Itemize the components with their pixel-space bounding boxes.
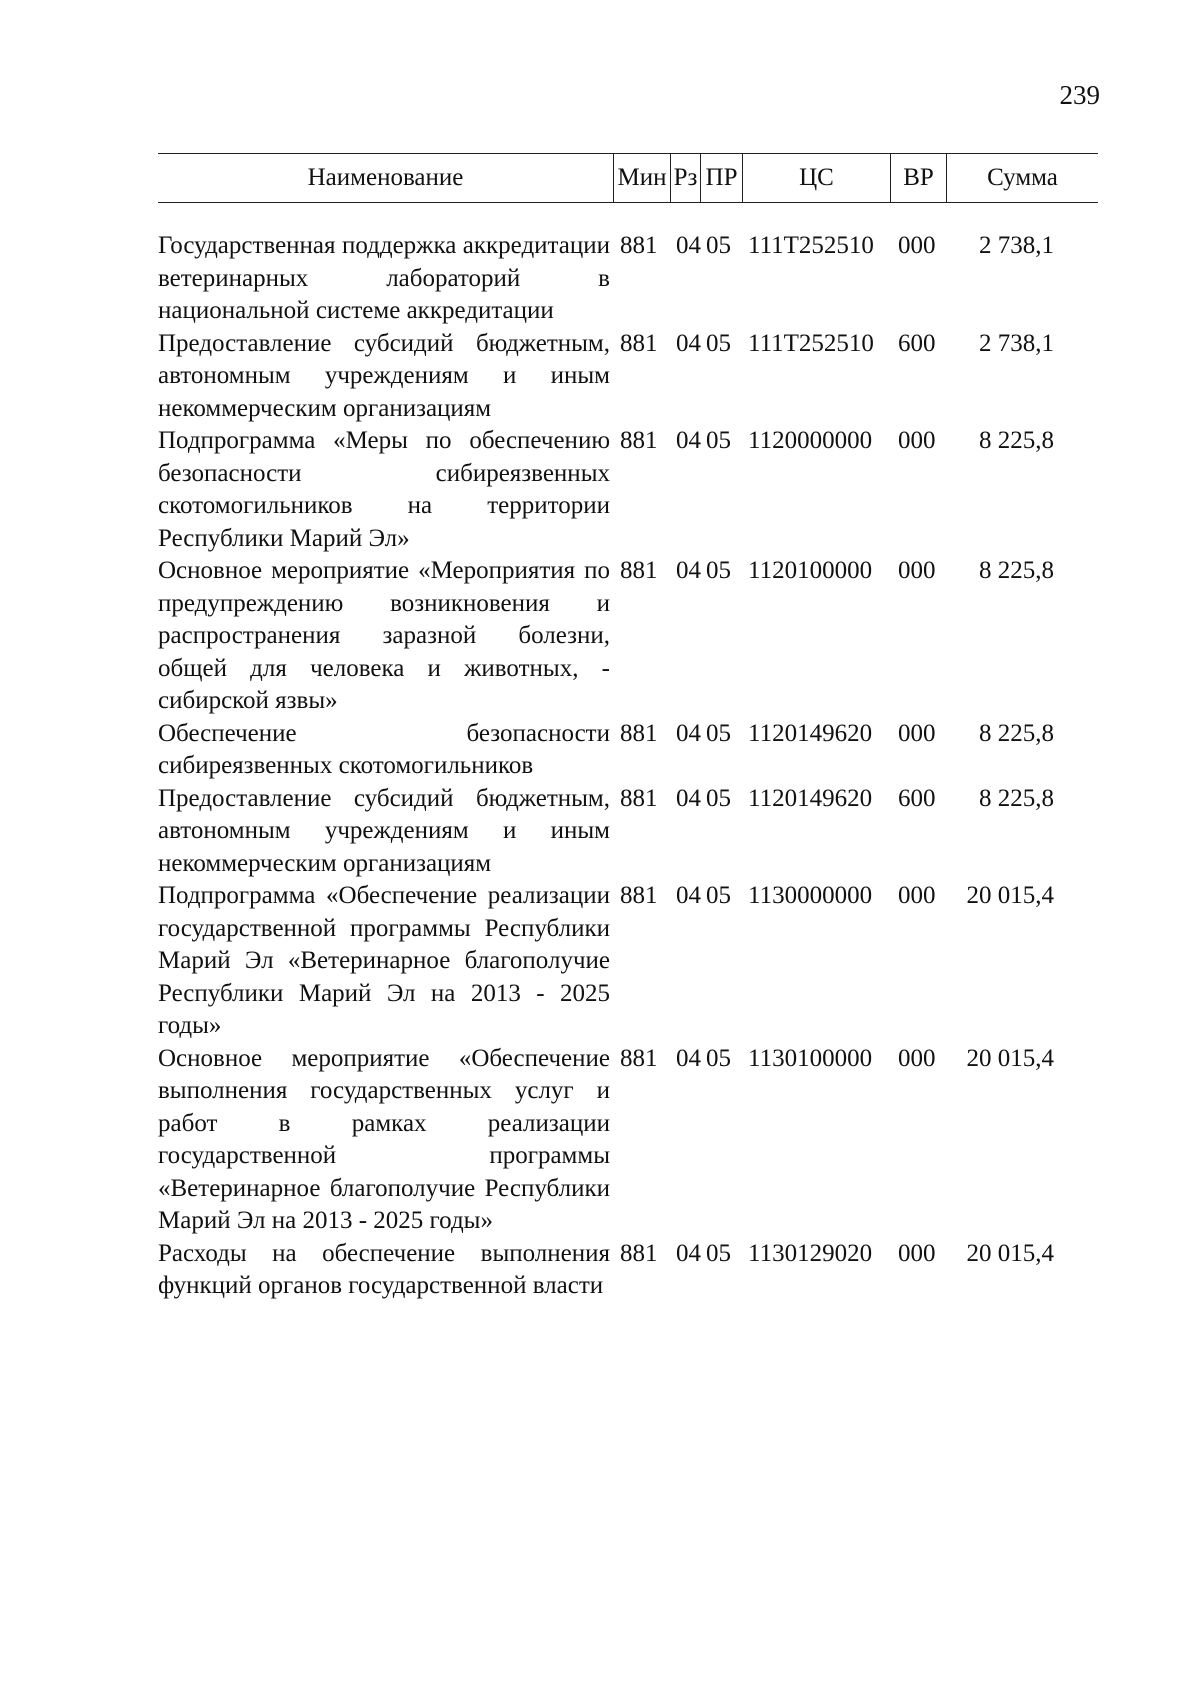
row-pr: 05 <box>706 232 731 259</box>
row-min: 881 <box>620 329 658 357</box>
row-cs: 1130129020 <box>748 1239 873 1267</box>
row-vr: 000 <box>898 882 936 909</box>
table-row <box>158 425 1108 555</box>
header-cs: ЦС <box>742 154 890 202</box>
row-sum: 8 225,8 <box>979 719 1054 747</box>
row-vr: 000 <box>898 1239 936 1267</box>
row-rz: 04 <box>676 329 701 357</box>
table-row <box>158 718 1108 783</box>
row-vr: 600 <box>898 329 936 357</box>
header-min: Мин <box>613 154 670 202</box>
table-body <box>158 230 1108 1303</box>
row-min: 881 <box>620 882 658 909</box>
row-sum: 20 015,4 <box>966 1044 1054 1072</box>
row-min: 881 <box>620 719 658 747</box>
header-name: Наименование <box>307 164 464 191</box>
row-name: Обеспечение безопасности сибиреязвенных скотомогильников <box>158 719 610 779</box>
row-cs: 1120149620 <box>748 784 873 812</box>
row-vr: 000 <box>898 719 936 747</box>
row-cs: 1120149620 <box>748 719 873 747</box>
row-pr: 05 <box>706 557 731 584</box>
row-min: 881 <box>620 784 658 812</box>
row-vr: 000 <box>898 232 936 259</box>
row-cs: 111Т252510 <box>748 329 874 357</box>
row-name: Расходы на обеспечение выполнения функций органов государственной власти <box>158 1239 610 1299</box>
table-row <box>158 230 1108 328</box>
row-rz: 04 <box>676 1239 701 1267</box>
row-rz: 04 <box>676 427 701 454</box>
row-sum: 20 015,4 <box>966 1239 1054 1267</box>
row-rz: 04 <box>676 232 701 259</box>
header-rz: Рз <box>670 154 700 202</box>
row-vr: 000 <box>898 557 936 584</box>
row-name: Подпрограмма «Обеспечение реализации государственной программы Республики Марий Эл «Ветеринарное благополучие Республики Марий Эл на 2013 - 2025 годы» <box>158 882 610 1039</box>
row-name: Основное мероприятие «Обеспечение выполнения государственных услуг и работ в рамках реализации государственной программы «Ветеринарное благополучие Республики Марий Эл на 2013 - 2025 годы» <box>158 1044 610 1234</box>
row-vr: 000 <box>898 427 936 454</box>
row-pr: 05 <box>706 882 731 909</box>
row-cs: 1120100000 <box>748 557 873 584</box>
row-min: 881 <box>620 232 658 259</box>
row-vr: 000 <box>898 1044 936 1072</box>
table-row <box>158 328 1108 426</box>
header-sum: Сумма <box>946 154 1098 202</box>
row-name: Основное мероприятие «Мероприятия по предупреждению возникновения и распространения заразной болезни, общей для человека и животных, - сибирской язвы» <box>158 557 610 714</box>
row-sum: 2 738,1 <box>979 329 1054 357</box>
row-cs: 1130000000 <box>748 882 873 909</box>
row-cs: 1130100000 <box>748 1044 873 1072</box>
row-rz: 04 <box>676 784 701 812</box>
table-row <box>158 783 1108 881</box>
row-min: 881 <box>620 557 658 584</box>
row-sum: 8 225,8 <box>979 427 1054 454</box>
table-row <box>158 555 1108 718</box>
table-row <box>158 1238 1108 1303</box>
row-rz: 04 <box>676 1044 701 1072</box>
row-rz: 04 <box>676 719 701 747</box>
row-sum: 2 738,1 <box>979 232 1054 259</box>
row-rz: 04 <box>676 557 701 584</box>
row-cs: 1120000000 <box>748 427 873 454</box>
row-rz: 04 <box>676 882 701 909</box>
row-cs: 111Т252510 <box>748 232 874 259</box>
row-min: 881 <box>620 427 658 454</box>
row-pr: 05 <box>706 1239 731 1267</box>
row-pr: 05 <box>706 784 731 812</box>
row-pr: 05 <box>706 719 731 747</box>
row-name: Предоставление субсидий бюджетным, автономным учреждениям и иным некоммерческим организациям <box>158 784 610 877</box>
row-pr: 05 <box>706 1044 731 1072</box>
row-sum: 20 015,4 <box>966 882 1054 909</box>
row-vr: 600 <box>898 784 936 812</box>
page-number: 239 <box>1059 80 1100 110</box>
row-name: Предоставление субсидий бюджетным, автономным учреждениям и иным некоммерческим организациям <box>158 329 610 422</box>
row-pr: 05 <box>706 329 731 357</box>
row-name: Государственная поддержка аккредитации ветеринарных лабораторий в национальной системе аккредитации <box>158 232 610 324</box>
row-sum: 8 225,8 <box>979 784 1054 812</box>
row-name: Подпрограмма «Меры по обеспечению безопасности сибиреязвенных скотомогильников на территории Республики Марий Эл» <box>158 427 610 552</box>
header-vr: ВР <box>890 154 946 202</box>
row-sum: 8 225,8 <box>979 557 1054 584</box>
table-row <box>158 880 1108 1043</box>
table-header <box>158 153 1098 203</box>
row-min: 881 <box>620 1239 658 1267</box>
row-pr: 05 <box>706 427 731 454</box>
row-min: 881 <box>620 1044 658 1072</box>
header-pr: ПР <box>700 154 742 202</box>
table-row <box>158 1043 1108 1238</box>
